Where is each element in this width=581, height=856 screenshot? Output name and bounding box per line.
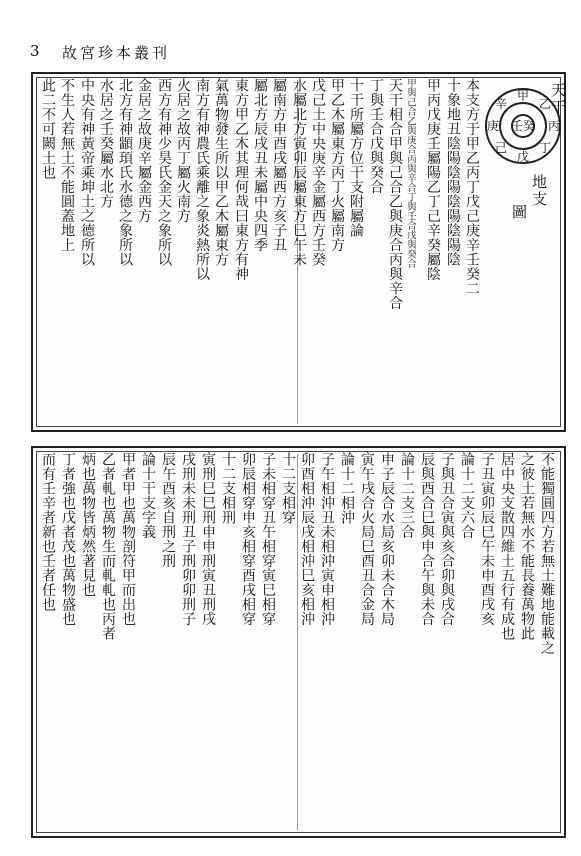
text-column: 西方有神少昊氏金天之象所以: [156, 78, 172, 267]
text-column: 論十二支六合: [459, 452, 475, 539]
text-column: 十二支相刑: [220, 452, 236, 525]
text-column: 論十干支字義: [140, 452, 156, 539]
text-column: 甲與己合乙與庚合丙與辛合丁與壬合戊與癸合: [405, 78, 416, 268]
text-column: 子未相穿丑午相穿寅巳相穿: [260, 452, 276, 626]
text-column: 申子辰合水局亥卯未合木局: [379, 452, 395, 626]
text-column: 十二支相穿: [280, 452, 296, 525]
text-column: 水居之壬癸屬水北方: [98, 78, 114, 209]
text-column: 天干相合甲與己合乙與庚合丙與辛合: [387, 78, 403, 310]
text-column: 金居之故庚辛屬金西方: [136, 78, 152, 223]
text-column: 東方甲乙木其理何哉曰東方有神: [233, 78, 249, 281]
figure-label-dizhi: 地支: [530, 174, 548, 208]
text-column: 此二不可闕土也: [40, 78, 56, 180]
text-column: 氣萬物發生所以甲乙木屬東方: [213, 78, 229, 267]
upper-text-panel: [31, 72, 566, 432]
text-column: 本支方于甲乙丙丁戊己庚辛壬癸二: [464, 78, 480, 296]
text-column: 火居之故丙丁屬火南方: [175, 78, 191, 223]
diagram-char: 丁: [539, 141, 552, 155]
diagram-char: 辛: [495, 97, 508, 111]
page-header: [0, 0, 581, 60]
diagram-char: 乙: [539, 97, 552, 111]
text-column: 屬南方申酉戌屬西方亥子丑: [271, 78, 287, 252]
diagram-char: 庚: [487, 119, 500, 133]
text-column: 乙者軋也萬物生而軋軋也丙者: [100, 452, 116, 641]
text-column: 居中央支散四維土五行有成也: [499, 452, 515, 641]
text-column: 丁者強也戊者茂也萬物盛也: [60, 452, 76, 626]
text-column: 屬北方辰戌丑未屬中央四季: [252, 78, 268, 252]
text-column: 卯酉相沖辰戌相沖巳亥相沖: [299, 452, 315, 626]
book-title: 故宮珍本叢刊: [62, 44, 171, 62]
text-column: 辰午酉亥自刑之刑: [160, 452, 176, 568]
text-column: 論十二支三合: [399, 452, 415, 539]
text-column: 之彼土若無水不能長養萬物此: [519, 452, 535, 641]
text-column: 水屬北方寅卯辰屬東方巳午未: [291, 78, 307, 267]
text-column: 甲乙木屬東方丙丁火屬南方: [329, 78, 345, 252]
text-column: 論十二相沖: [339, 452, 355, 525]
diagram-char: 癸: [523, 119, 536, 133]
figure-label-tu: 圖: [510, 204, 528, 221]
text-column: 南方有神農氏乘離之象炎熱所以: [194, 78, 210, 281]
text-column: 炳也萬物皆炳然著見也: [80, 452, 96, 597]
lower-text-panel: [31, 446, 566, 838]
diagram-char: 戊: [517, 150, 530, 164]
text-column: 戌刑未未刑丑子刑卯卯刑子: [180, 452, 196, 626]
text-column: 中央有神黃帝乘坤土之德所以: [79, 78, 95, 267]
text-column: 寅午戌合火局巳酉丑合金局: [359, 452, 375, 626]
text-column: 甲丙戊庚壬屬陽乙丁己辛癸屬陰: [425, 78, 441, 281]
page-number: 3: [30, 42, 40, 60]
text-column: 寅刑巳巳刑申申刑寅丑刑戌: [200, 452, 216, 626]
diagram-char: 己: [495, 141, 508, 155]
text-column: 辰與酉合巳與申合午與未合: [419, 452, 435, 626]
text-column: 甲者甲也萬物剖符甲而出也: [120, 452, 136, 626]
text-column: 丁與壬合戊與癸合: [368, 78, 384, 194]
text-column: 子與丑合寅與亥合卯與戌合: [439, 452, 455, 626]
text-column: 而有壬辛者新也壬者任也: [40, 452, 56, 612]
text-column: 子丑寅卯辰巳午未申酉戌亥: [479, 452, 495, 626]
diagram-char: 丙: [548, 119, 561, 133]
text-column: 北方有神顓頊氏水德之象所以: [117, 78, 133, 267]
text-column: 十象地丑陰陽陰陽陰陽陰陽陰: [445, 78, 461, 267]
text-column: 不能獨圓四方若無土難地能載之: [539, 452, 555, 655]
text-column: 不生人若無土不能圓蓋地上: [59, 78, 75, 252]
text-column: 卯辰相穿申亥相穿酉戌相穿: [240, 452, 256, 626]
diagram-char: 甲: [517, 89, 530, 103]
text-column: 十干所屬方位干支附屬論: [348, 78, 364, 238]
diagram-char: 壬: [511, 119, 524, 133]
figure-label-tiangan: 天干: [549, 82, 567, 116]
text-column: 子午相沖丑未相沖寅申相沖: [319, 452, 335, 626]
text-column: 戊己土中央庚辛金屬西方壬癸: [310, 78, 326, 267]
